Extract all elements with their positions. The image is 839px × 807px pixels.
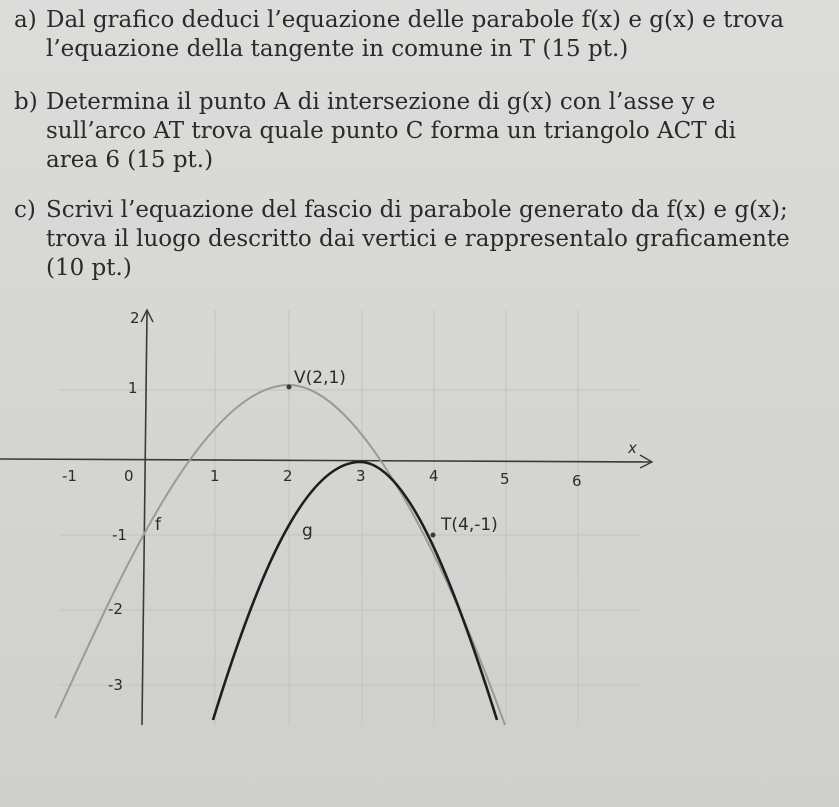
exercise-b-letter: b) <box>14 89 38 115</box>
exercise-b <box>0 88 839 175</box>
exercise-a-text <box>0 6 839 64</box>
y-tick-minus-3: -3 <box>108 676 123 694</box>
exercise-c-line-3: (10 pt.) <box>46 255 132 281</box>
y-tick-1: 1 <box>128 379 138 397</box>
x-tick-5: 5 <box>500 470 510 488</box>
point-v-label: V(2,1) <box>294 368 346 388</box>
x-axis <box>0 459 652 462</box>
point-t-label: T(4,-1) <box>441 515 498 535</box>
exercise-a-line-1: Dal grafico deduci l’equazione delle parabole f(x) e g(x) e trova <box>46 7 784 33</box>
y-tick-minus-2: -2 <box>108 600 123 618</box>
point-t-marker <box>431 533 436 538</box>
exercise-b-text <box>0 88 839 175</box>
parabola-graph <box>0 300 839 807</box>
exercise-c <box>0 196 839 283</box>
curve-g-label: g <box>302 521 313 541</box>
exercise-a-line-2: l’equazione della tangente in comune in T (15 pt.) <box>46 36 629 62</box>
x-tick-minus-1: -1 <box>62 467 77 485</box>
exercise-a <box>0 6 839 64</box>
y-tick-minus-1: -1 <box>112 526 127 544</box>
exercise-c-line-1: Scrivi l’equazione del fascio di parabole generato da f(x) e g(x); <box>46 197 788 223</box>
exercise-a-letter: a) <box>14 7 37 33</box>
x-tick-0: 0 <box>124 467 134 485</box>
exercise-c-letter: c) <box>14 197 36 223</box>
y-axis <box>142 312 147 725</box>
x-tick-2: 2 <box>283 467 293 485</box>
x-tick-3: 3 <box>356 467 366 485</box>
x-tick-4: 4 <box>429 467 439 485</box>
x-tick-6: 6 <box>572 472 582 490</box>
curve-f-label: f <box>155 515 161 535</box>
point-v-marker <box>287 385 292 390</box>
exercise-b-line-1: Determina il punto A di intersezione di g(x) con l’asse y e <box>46 89 716 115</box>
y-tick-2: 2 <box>130 309 140 327</box>
exercise-c-line-2: trova il luogo descritto dai vertici e rappresentalo graficamente <box>46 226 790 252</box>
exercise-b-line-2: sull’arco AT trova quale punto C forma un triangolo ACT di <box>46 118 736 144</box>
exercise-c-text <box>0 196 839 283</box>
parabola-g <box>213 462 497 720</box>
exercise-b-line-3: area 6 (15 pt.) <box>46 147 214 173</box>
x-axis-label: x <box>628 439 637 457</box>
x-tick-1: 1 <box>210 467 220 485</box>
